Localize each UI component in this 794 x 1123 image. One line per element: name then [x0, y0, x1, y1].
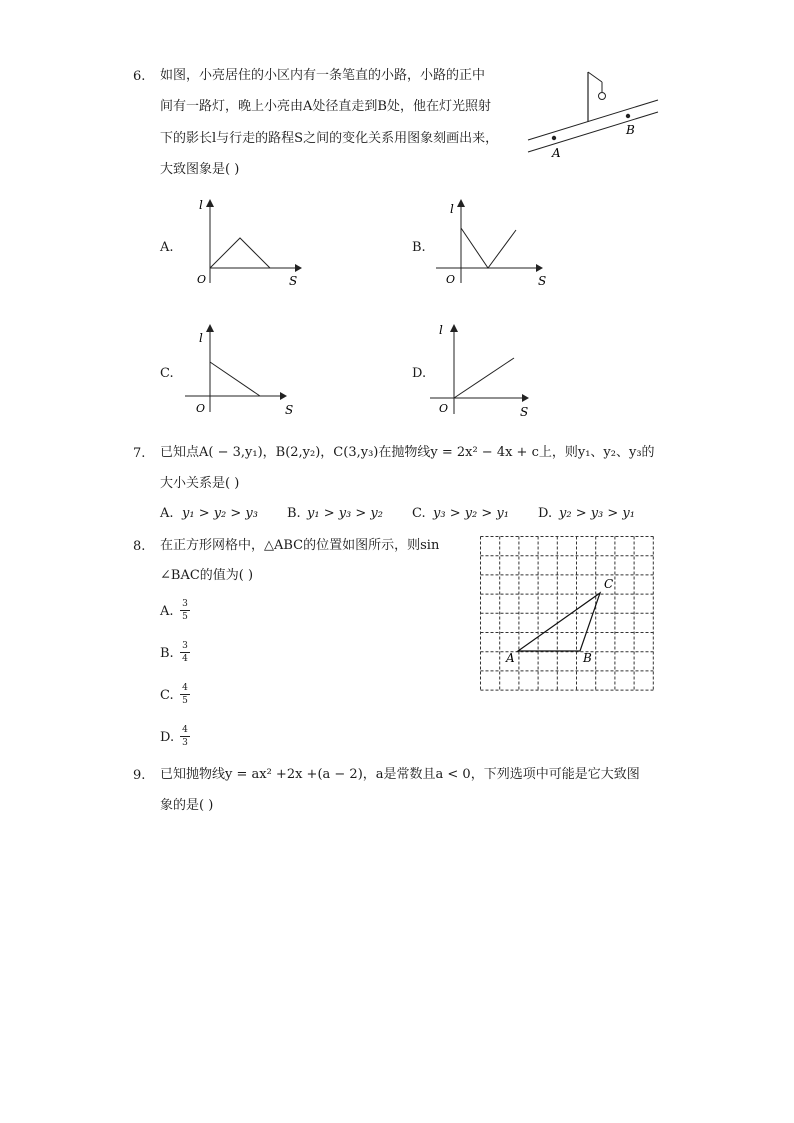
option-label: D.	[160, 730, 175, 745]
numerator: 3	[182, 599, 188, 609]
vertex-a-label: A	[506, 651, 515, 665]
x-axis-label: S	[538, 274, 547, 288]
option-text: y₁ > y₂ > y₃	[182, 506, 258, 521]
option-label: B.	[287, 506, 301, 521]
option-c-graph	[185, 320, 305, 420]
question-number: 6.	[133, 69, 146, 84]
y-axis-label: l	[199, 198, 203, 212]
origin-label: O	[439, 402, 449, 415]
denominator: 4	[182, 654, 188, 664]
vertex-c-label: C	[604, 577, 614, 591]
question-text-line: 如图，小亮居住的小区内有一条笔直的小路，小路的正中	[160, 68, 486, 83]
x-axis-label: S	[520, 405, 529, 419]
question-number: 9.	[133, 768, 146, 783]
option-label: C.	[160, 366, 174, 381]
numerator: 4	[182, 725, 188, 735]
y-axis-label: l	[450, 202, 454, 216]
denominator: 5	[182, 612, 188, 622]
origin-label: O	[196, 402, 206, 415]
question-text-line: 在正方形网格中，△ABC的位置如图所示，则sin	[160, 538, 440, 553]
option-a-graph	[185, 195, 305, 290]
y-axis-label: l	[199, 331, 203, 345]
option-label: A.	[160, 604, 174, 619]
question-text-line: 大小关系是( )	[160, 476, 240, 491]
question-text-line: 已知抛物线y = ax² +2x +(a − 2)，a是常数且a < 0，下列选项中可能是它大致图	[160, 767, 640, 782]
denominator: 5	[182, 696, 188, 706]
option-d-graph	[430, 320, 550, 420]
street-lamp-figure	[520, 60, 665, 170]
option-label: A.	[160, 506, 174, 521]
x-axis-label: S	[289, 274, 298, 288]
option-label: B.	[160, 646, 174, 661]
option-label: A.	[160, 240, 174, 255]
question-number: 7.	[133, 446, 146, 461]
option-text: y₂ > y₃ > y₁	[559, 506, 635, 521]
fraction	[180, 641, 190, 664]
point-a-label: A	[552, 146, 561, 160]
question-number: 8.	[133, 539, 146, 554]
y-axis-label: l	[439, 323, 443, 337]
question-text-line: ∠BAC的值为( )	[160, 568, 254, 583]
question-text-line: 间有一路灯，晚上小亮由A处径直走到B处，他在灯光照射	[160, 99, 491, 114]
origin-label: O	[446, 273, 456, 286]
option-label: B.	[412, 240, 426, 255]
option-text: y₁ > y₃ > y₂	[307, 506, 383, 521]
fraction	[180, 599, 190, 622]
point-b-label: B	[626, 123, 635, 137]
option-b-graph	[436, 195, 556, 290]
question-text-line: 象的是( )	[160, 798, 214, 813]
origin-label: O	[197, 273, 207, 286]
vertex-b-label: B	[583, 651, 592, 665]
question-text-line: 大致图象是( )	[160, 162, 240, 177]
triangle-grid-figure	[480, 536, 662, 690]
option-label: D.	[538, 506, 553, 521]
x-axis-label: S	[285, 403, 294, 417]
option-label: C.	[412, 506, 426, 521]
numerator: 4	[182, 683, 188, 693]
numerator: 3	[182, 641, 188, 651]
option-label: D.	[412, 366, 427, 381]
fraction	[180, 725, 190, 748]
question-text-line: 已知点A( − 3,y₁)，B(2,y₂)，C(3,y₃)在抛物线y = 2x² − 4x + c上，则y₁、y₂、y₃的	[160, 445, 655, 460]
question-text-line: 下的影长l与行走的路程S之间的变化关系用图象刻画出来，	[160, 131, 499, 146]
fraction	[180, 683, 190, 706]
denominator: 3	[182, 738, 188, 748]
option-label: C.	[160, 688, 174, 703]
option-text: y₃ > y₂ > y₁	[433, 506, 509, 521]
